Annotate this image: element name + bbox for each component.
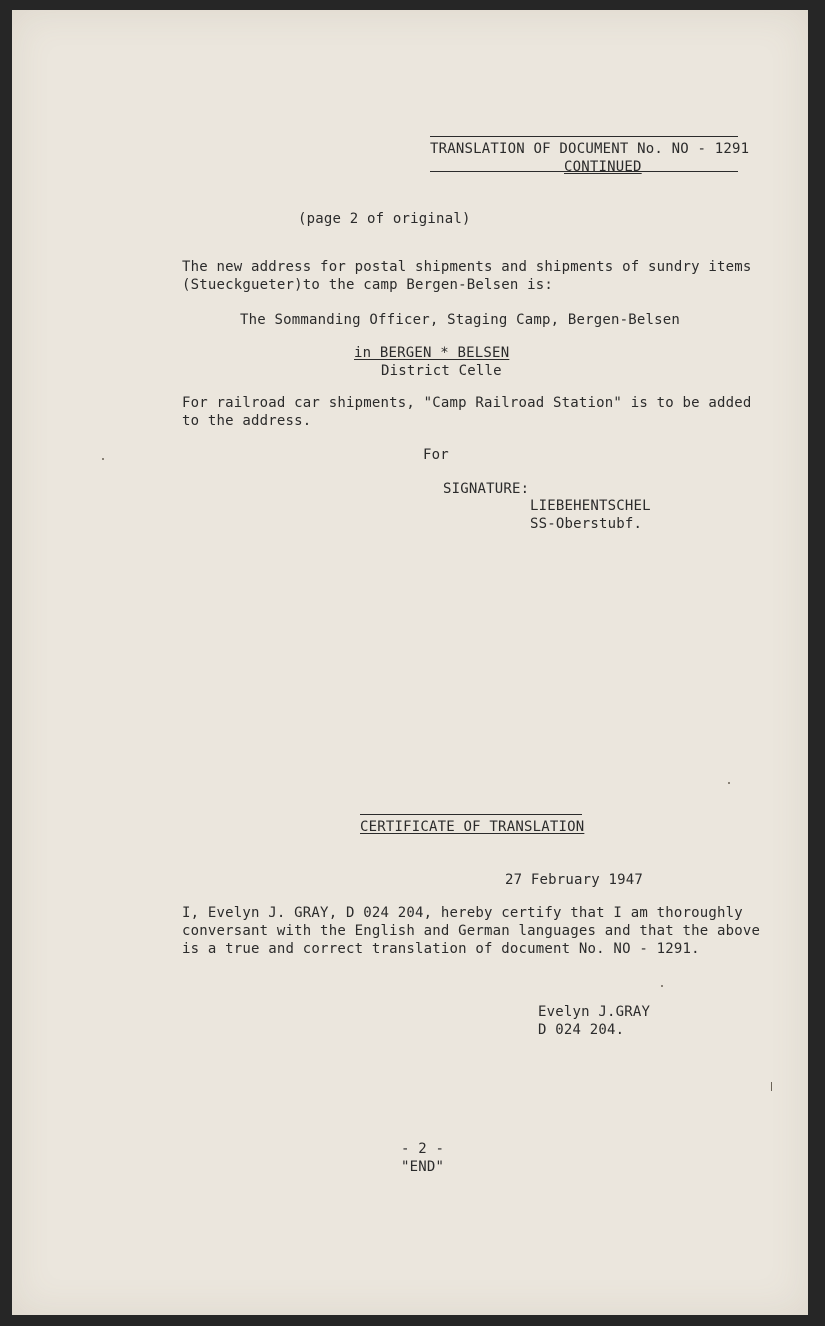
end-mark: "END" (401, 1159, 445, 1175)
header-title: TRANSLATION OF DOCUMENT No. NO - 1291 (430, 141, 750, 157)
certificate-top-rule (360, 814, 582, 815)
address-line-2: in BERGEN * BELSEN (354, 345, 510, 361)
translator-name: Evelyn J.GRAY (538, 1004, 651, 1020)
paper-speck (661, 985, 663, 987)
signer-rank: SS-Oberstubf. (530, 516, 643, 532)
signer-name: LIEBEHENTSCHEL (530, 498, 651, 514)
page-number: - 2 - (401, 1141, 445, 1157)
certificate-title: CERTIFICATE OF TRANSLATION (360, 819, 585, 835)
certificate-text-line-3: is a true and correct translation of document No. NO - 1291. (182, 941, 700, 957)
body-paragraph-2-line-2: to the address. (182, 413, 312, 429)
address-line-1: The Sommanding Officer, Staging Camp, Bergen-Belsen (240, 312, 681, 328)
document-page (12, 10, 808, 1315)
body-paragraph-1-line-1: The new address for postal shipments and shipments of sundry items (182, 259, 752, 275)
header-top-rule (430, 136, 738, 137)
paper-speck (728, 782, 730, 784)
body-paragraph-2-line-1: For railroad car shipments, "Camp Railroad Station" is to be added (182, 395, 752, 411)
translator-id: D 024 204. (538, 1022, 625, 1038)
signature-label: SIGNATURE: (443, 481, 530, 497)
paper-speck (771, 1082, 772, 1091)
certificate-text-line-2: conversant with the English and German languages and that the above (182, 923, 761, 939)
paper-speck (102, 458, 104, 460)
address-line-3: District Celle (381, 363, 502, 379)
for-label: For (423, 447, 449, 463)
page-note: (page 2 of original) (298, 211, 471, 227)
certificate-text-line-1: I, Evelyn J. GRAY, D 024 204, hereby certify that I am thoroughly (182, 905, 743, 921)
body-paragraph-1-line-2: (Stueckgueter)to the camp Bergen-Belsen is: (182, 277, 554, 293)
certificate-date: 27 February 1947 (505, 872, 644, 888)
header-continued: CONTINUED (564, 159, 642, 175)
header-bottom-rule (430, 171, 738, 172)
